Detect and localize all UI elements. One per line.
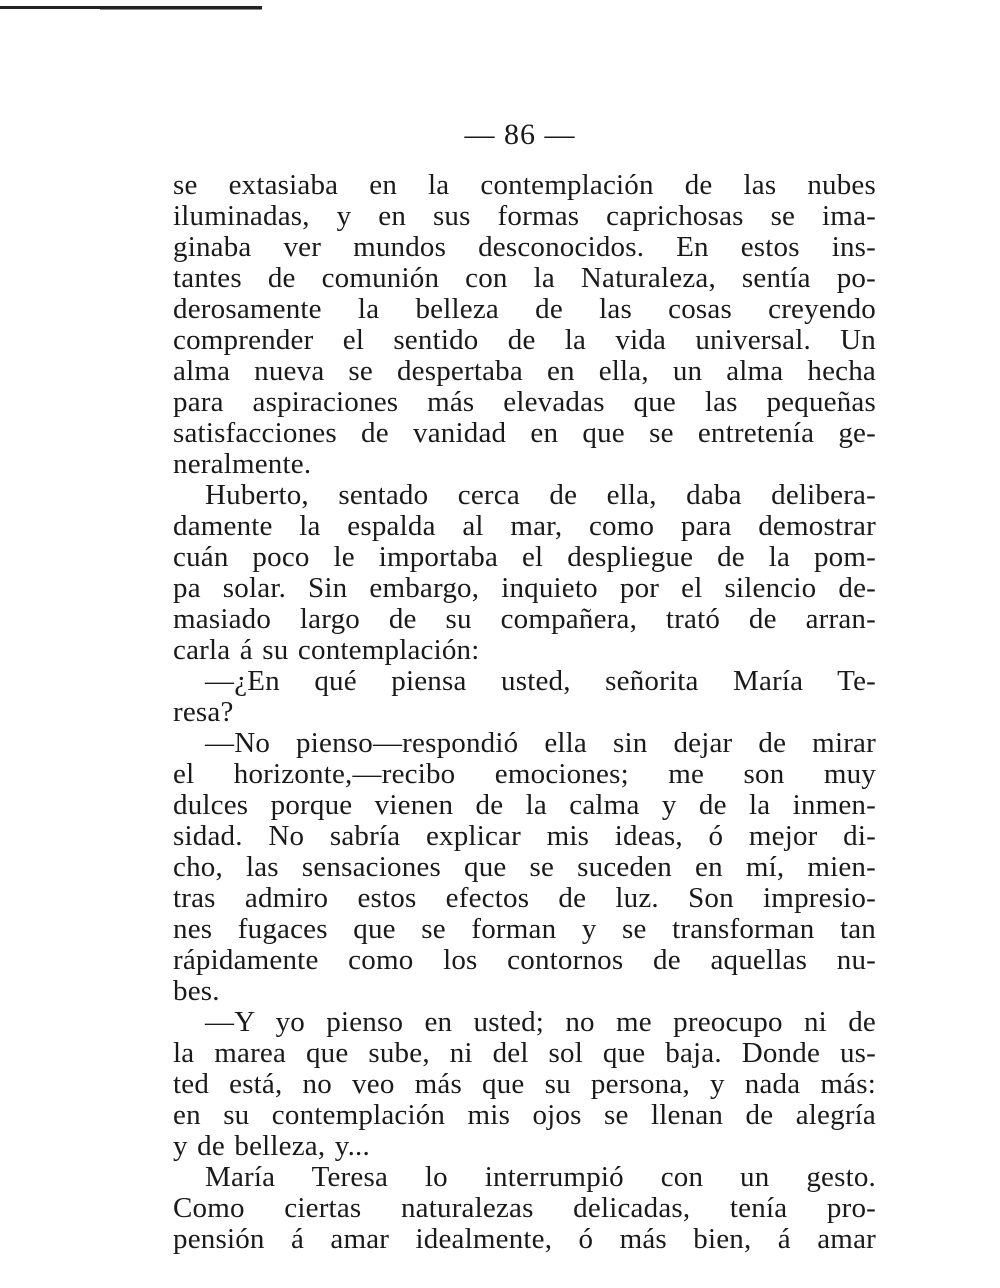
text-line: masiado largo de su compañera, trató de arran- — [173, 603, 876, 635]
text-line: el horizonte,—recibo emociones; me son muy — [173, 758, 876, 790]
text-line: bes. — [173, 975, 220, 1007]
text-line: damente la espalda al mar, como para demostrar — [173, 510, 876, 542]
text-line: dulces porque vienen de la calma y de la inmen- — [173, 789, 876, 821]
text-line: alma nueva se despertaba en ella, un alma hecha — [173, 355, 876, 387]
text-line: —No pienso—respondió ella sin dejar de mirar — [205, 727, 876, 759]
text-line: iluminadas, y en sus formas caprichosas se ima- — [173, 200, 876, 232]
top-rule-thin — [100, 9, 262, 10]
text-line: y de belleza, y... — [173, 1130, 370, 1162]
text-line: pa solar. Sin embargo, inquieto por el silencio de- — [173, 572, 876, 604]
page-number: — 86 — — [464, 118, 576, 151]
text-line: pensión á amar idealmente, ó más bien, á amar — [173, 1223, 876, 1255]
text-line: ginaba ver mundos desconocidos. En estos ins- — [173, 231, 876, 263]
text-line: resa? — [173, 696, 234, 728]
text-line: neralmente. — [173, 448, 312, 480]
text-line: sidad. No sabría explicar mis ideas, ó mejor di- — [173, 820, 876, 852]
text-line: —¿En qué piensa usted, señorita María Te- — [205, 665, 876, 697]
body-text — [173, 170, 876, 1255]
text-line: tras admiro estos efectos de luz. Son impresio- — [173, 882, 876, 914]
text-line: satisfacciones de vanidad en que se entretenía ge- — [173, 417, 876, 449]
text-line: la marea que sube, ni del sol que baja. Donde us- — [173, 1037, 876, 1069]
text-line: se extasiaba en la contemplación de las nubes — [173, 169, 876, 201]
text-line: rápidamente como los contornos de aquellas nu- — [173, 944, 876, 976]
text-line: —Y yo pienso en usted; no me preocupo ni de — [205, 1006, 876, 1038]
text-line: para aspiraciones más elevadas que las pequeñas — [173, 386, 876, 418]
text-line: cho, las sensaciones que se suceden en mí, mien- — [173, 851, 876, 883]
text-line: María Teresa lo interrumpió con un gesto. — [205, 1161, 876, 1193]
text-line: ted está, no veo más que su persona, y nada más: — [173, 1068, 876, 1100]
text-line: Como ciertas naturalezas delicadas, tenía pro- — [173, 1192, 876, 1224]
text-line: tantes de comunión con la Naturaleza, sentía po- — [173, 262, 876, 294]
text-line: comprender el sentido de la vida universal. Un — [173, 324, 876, 356]
text-line: en su contemplación mis ojos se llenan de alegría — [173, 1099, 876, 1131]
text-line: carla á su contemplación: — [173, 634, 480, 666]
text-line: Huberto, sentado cerca de ella, daba delibera- — [205, 479, 876, 511]
text-line: cuán poco le importaba el despliegue de la pom- — [173, 541, 876, 573]
text-line: nes fugaces que se forman y se transforman tan — [173, 913, 876, 945]
text-line: derosamente la belleza de las cosas creyendo — [173, 293, 876, 325]
